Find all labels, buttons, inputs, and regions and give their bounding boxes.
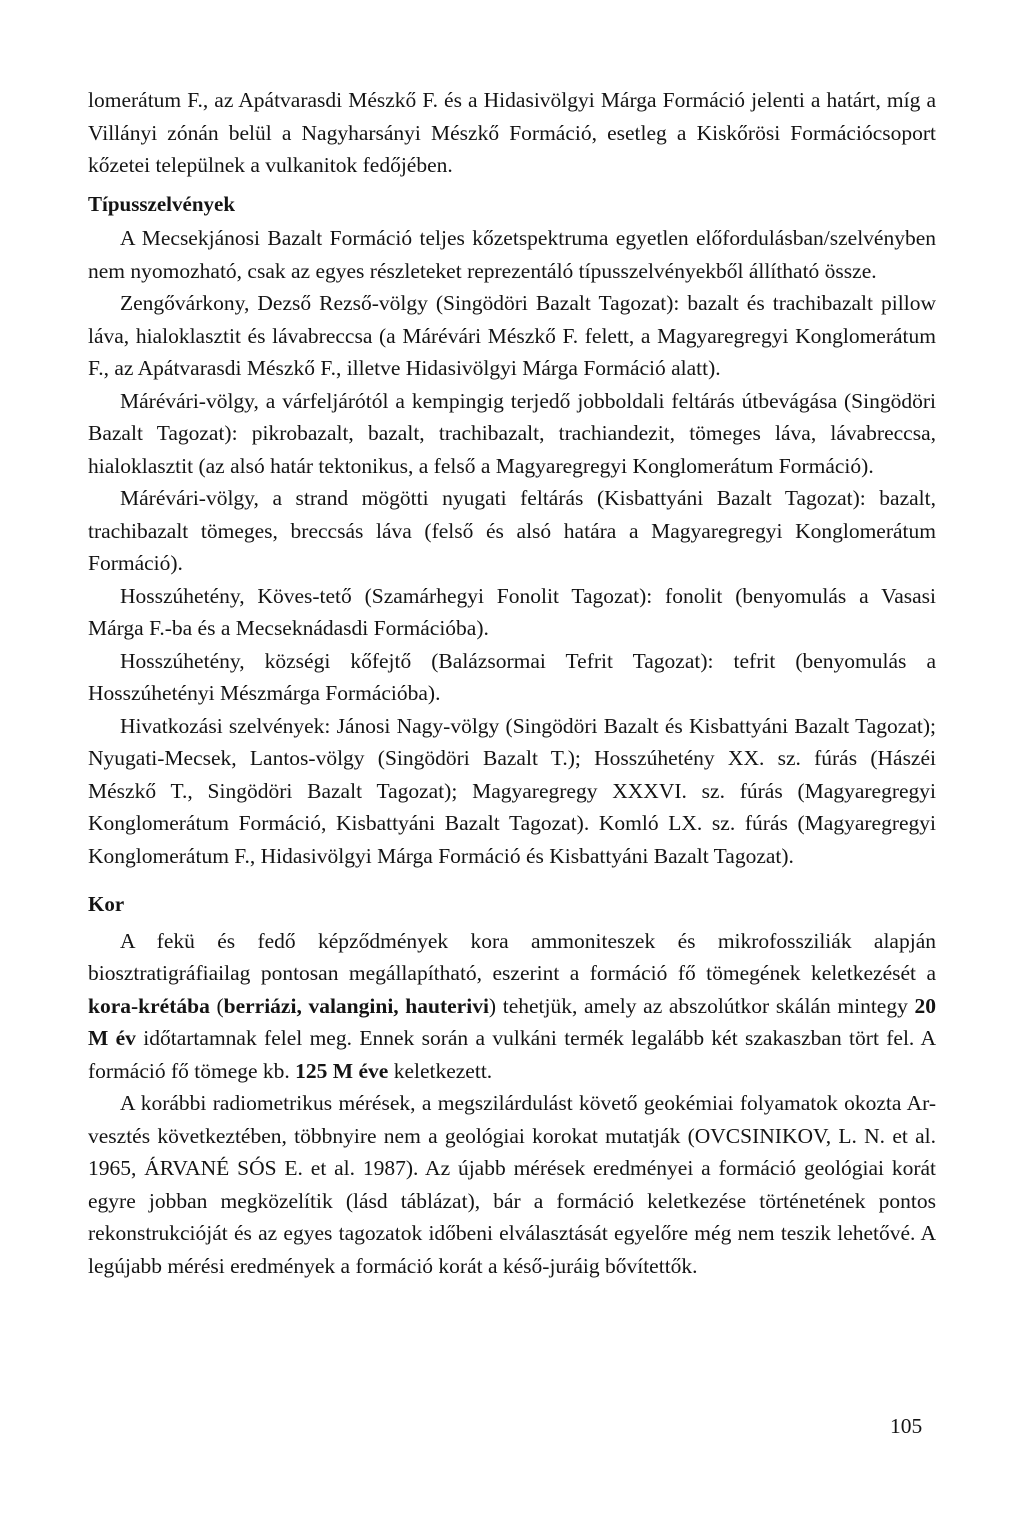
section-heading-kor: Kor	[88, 892, 125, 916]
paragraph: Hosszúhetény, Köves-tető (Szamárhegyi Fonolit Tagozat): fonolit (benyomulás a Vasasi Márga F.-ba és a Mecseknádasdi Formációba).	[88, 583, 936, 640]
bold-run: 20 M év	[88, 993, 936, 1050]
kor-paragraph-1	[88, 925, 936, 1088]
paragraph: Hosszúhetény, községi kőfejtő (Balázsormai Tefrit Tagozat): tefrit (benyomulás a Hosszúhetényi Mészmárga Formációba).	[88, 648, 936, 705]
paragraph: Hivatkozási szelvények: Jánosi Nagy-völgy (Singödöri Bazalt és Kisbattyáni Bazalt Tagozat); Nyugati-Mecsek, Lantos-völgy (Singödöri Bazalt T.); Hosszúhetény XX. sz. fúrás (Hászéi Mészkő T., Singödöri Bazalt Tagozat); Magyaregregy XXXVI. sz. fúrás (Magyaregregyi Konglomerátum Formáció, Kisbattyáni Bazalt Tagozat). Komló LX. sz. fúrás (Magyaregregyi Konglomerátum F., Hidasivölgyi Márga Formáció és Kisbattyáni Bazalt Tagozat).	[88, 713, 936, 868]
bold-run: kora-krétába	[88, 993, 210, 1018]
section-heading-tipusszelvenyek: Típusszelvények	[88, 191, 236, 216]
paragraph: Márévári-völgy, a várfeljárótól a kempingig terjedő jobboldali feltárás útbevágása (Singödöri Bazalt Tagozat): pikrobazalt, bazalt, trachibazalt, trachiandezit, tömeges láva, lávabreccsa, hialoklasztit (az alsó határ tektonikus, a felső a Magyaregregyi Konglomerátum Formáció).	[88, 388, 936, 478]
text-run: ) tehetjük, amely az abszolútkor skálán mintegy	[488, 993, 915, 1018]
intro-paragraph: lomerátum F., az Apátvarasdi Mészkő F. és a Hidasivölgyi Márga Formáció jelenti a határt, míg a Villányi zónán belül a Nagyharsányi Mészkő Formáció, esetleg a Kiskőrösi Formációcsoport kőzetei települnek a vulkanitok fedőjében.	[88, 88, 936, 177]
page-number: 105	[890, 1414, 923, 1438]
paragraph: Márévári-völgy, a strand mögötti nyugati feltárás (Kisbattyáni Bazalt Tagozat): bazalt, trachibazalt tömeges, breccsás láva (felső és alsó határa a Magyaregregyi Konglomerátum Formáció).	[88, 486, 936, 575]
paragraph: Zengővárkony, Dezső Rezső-völgy (Singödöri Bazalt Tagozat): bazalt és trachibazalt pillow láva, hialoklasztit és lávabreccsa (a Márévári Mészkő F. felett, a Magyaregregyi Konglomerátum F., az Apátvarasdi Mészkő F., illetve Hidasivölgyi Márga Formáció alatt).	[88, 291, 936, 380]
text-run: keletkezett.	[388, 1058, 493, 1083]
document-page	[88, 84, 936, 1282]
bold-run: 125 M éve	[295, 1058, 389, 1083]
bold-run: berriázi, valangini, hauterivi	[223, 993, 489, 1018]
text-run: (	[209, 993, 224, 1018]
text-run: A fekü és fedő képződmények kora ammoniteszek és mikrofossziliák alapján biosztratigráfiailag pontosan megállapítható, eszerint a formáció fő tömegének keletkezését a	[88, 928, 936, 985]
kor-paragraph-2: A korábbi radiometrikus mérések, a megszilárdulást követő geokémiai folyamatok okozta Ar-vesztés következtében, többnyire nem a geológiai korokat mutatják (OVCSINIKOV, L. N. et al. 1965, ÁRVANÉ SÓS E. et al. 1987). Az újabb mérések eredményei a formáció geológiai korát egyre jobban megközelítik (lásd táblázat), bár a formáció keletkezése történetének pontos rekonstrukcióját és az egyes tagozatok időbeni elválasztását egyelőre még nem teszik lehetővé. A legújabb mérési eredmények a formáció korát a késő-juráig bővítettők.	[88, 1091, 936, 1278]
text-run: időtartamnak felel meg. Ennek során a vulkáni termék legalább két szakaszban tört fel. A formáció fő tömege kb.	[88, 1026, 936, 1083]
paragraph: A Mecsekjánosi Bazalt Formáció teljes kőzetspektruma egyetlen előfordulásban/szelvényben nem nyomozható, csak az egyes részleteket reprezentáló típusszelvényekből állítható össze.	[88, 226, 936, 283]
